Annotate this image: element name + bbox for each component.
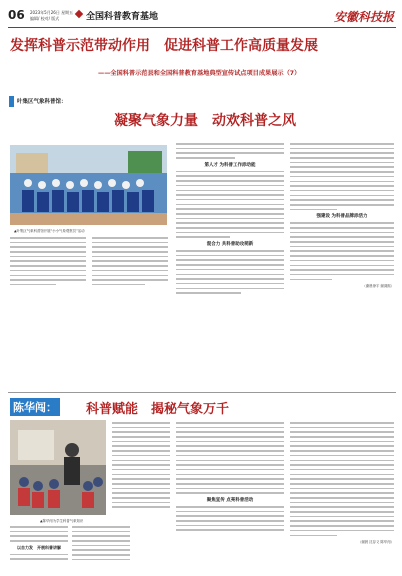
article1-body-col4	[290, 143, 394, 288]
sub-headline: ——全国科普示范县和全国科普教育基地典型宣传试点项目成果展示（7）	[98, 70, 301, 77]
masthead-logo: 安徽科技报	[333, 10, 394, 24]
article1-subhead-1: 第人才 为科普工作添动能	[204, 162, 256, 168]
section-icon	[75, 10, 83, 18]
article2-title: 科普赋能 揭秘气象万千	[86, 402, 230, 417]
article1-tag	[9, 96, 14, 107]
issue-date: 2023年5月26日 星期五	[30, 10, 74, 15]
header-rule	[8, 27, 396, 28]
section-title: 全国科普教育基地	[86, 12, 159, 22]
article2-body-col2	[72, 526, 130, 564]
page-number: 06	[8, 8, 25, 22]
article2-body-col3	[112, 422, 170, 511]
article2-photo	[10, 420, 106, 515]
article2-tag: 陈华闯：	[10, 398, 60, 416]
article1-body-col3	[176, 143, 284, 297]
article2-body-col4	[176, 422, 284, 534]
article1-subhead-2: 混合力 共科普助攻萌新	[206, 242, 254, 248]
article2-photo-caption: ▲陈华闯为学生科普气象知识	[40, 519, 84, 523]
article2-byline: （谢晨 沈存义 陈华闯）	[357, 540, 394, 545]
article1-body-col2	[92, 237, 168, 289]
article2-body-col5	[290, 422, 394, 544]
editors: 编辑/ 校对/ 版式	[30, 16, 60, 21]
section-divider	[8, 392, 396, 393]
article1-title: 凝聚气象力量 动欢科普之风	[114, 113, 296, 129]
article2-body-col1	[10, 526, 68, 563]
article1-body-col1	[10, 237, 86, 289]
article1-tag-label: 叶集区气象科普馆：	[17, 99, 67, 105]
article2-subhead-2: 聚焦宣传 点亮科普活动	[206, 498, 254, 503]
article1-photo	[10, 145, 167, 225]
article2-subhead-1: 以自力发 开展科普讲解	[17, 544, 61, 550]
article1-photo-caption: ▲叶集区气象科普馆开展“小小气象观察员”活动	[14, 229, 85, 233]
article1-byline: （谢晨徐宇 谢浏熙）	[362, 284, 394, 289]
article1-subhead-3: 强建设 为科普品牌添活力	[316, 214, 368, 220]
main-headline: 发挥科普示范带动作用 促进科普工作高质量发展	[10, 38, 318, 54]
